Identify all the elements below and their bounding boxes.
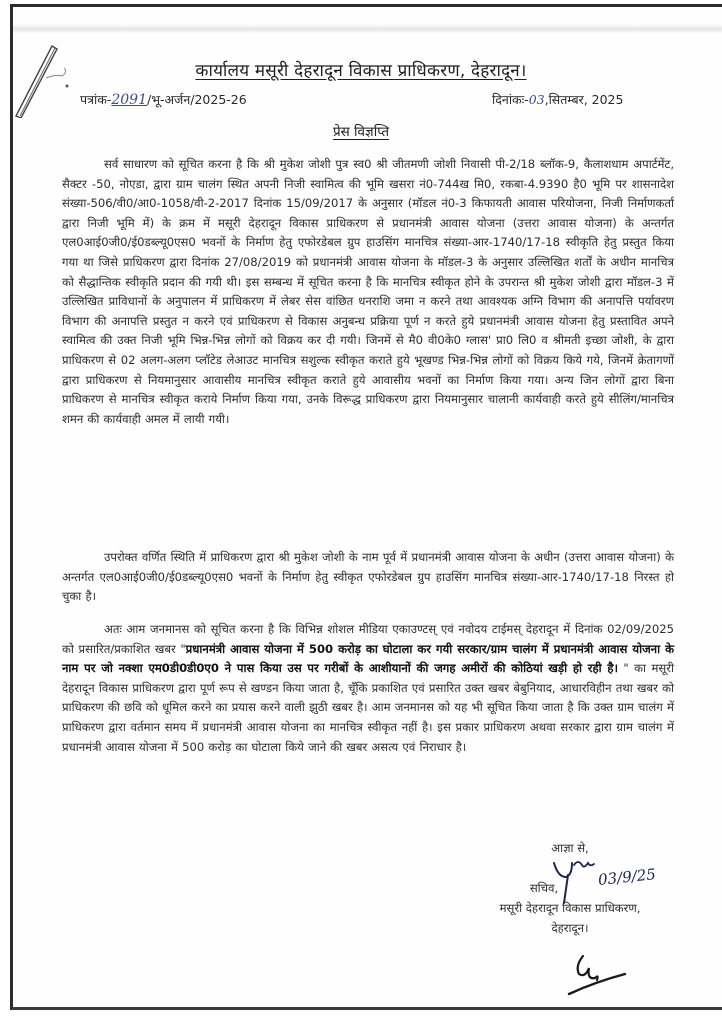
letter-date <box>492 91 623 108</box>
paragraph-3-intro: अतः आम जनमानस को सूचित करना है कि विभिन्न शोशल मीडिया एकाउण्टस् एवं नवोदय टाईमस् देहरादून में दिनांक 02/09/2025 को प्रसारित/प्रकाशित खबर " <box>62 622 674 656</box>
signature-handwritten-date: 03/9/25 <box>597 865 657 889</box>
date-prefix: दिनांकः- <box>492 92 529 107</box>
designation-text: सचिव, <box>529 881 559 895</box>
date-handwritten-day: 03 <box>528 92 545 107</box>
quoted-news-headline: प्रधानमंत्री आवास योजना में 500 करोड़ का घोटाला कर गयी सरकार/ग्राम चालंग में प्रधानमंत्री आवास योजना के नाम पर जो नक्शा एम0डी0डी0ए0 ने पास किया उस पर गरीबों के आशीयानों की जगह अमीरों की कोठियां खड़ी हो रही है। <box>62 641 674 676</box>
city-text: देहरादून। <box>551 921 589 935</box>
by-order-text: आज्ञा से, <box>551 841 589 855</box>
letter-ref-handwritten-number: 2091 <box>111 92 147 108</box>
paragraph-1 <box>62 155 674 429</box>
paragraph-3-rebuttal: " का मसूरी देहरादून विकास प्राधिकरण द्वारा पूर्ण रूप से खण्डन किया जाता है, चूँकि प्रकाशित एवं प्रसारित उक्त खबर बेबुनियाद, आधारविहीन तथा खबर को प्राधिकरण की छवि को धूमिल करने का प्रयास करने वाली झुठी खबर है। आम जनमानस को यह भी सूचित किया जाता है कि उक्त ग्राम चालंग में प्राधिकरण द्वारा वर्तमान समय में प्रधानमंत्री आवास योजना का मानचित्र स्वीकृत नहीं है। इस प्रकार प्राधिकरण अथवा सरकार द्वारा ग्राम चालंग में प्रधानमंत्री आवास योजना में 500 करोड़ का घोटाला किये जाने की खबर असत्य एवं निराधार है। <box>62 661 674 754</box>
paragraph-3-text <box>62 620 674 757</box>
press-release-title: प्रेस विज्ञप्ति <box>332 124 390 140</box>
organization-text: मसूरी देहरादून विकास प्राधिकरण, <box>499 901 641 915</box>
paragraph-3 <box>62 620 674 757</box>
letter-reference <box>80 91 247 108</box>
paper-fold-shadow <box>13 24 722 34</box>
office-heading: कार्यालय मसूरी देहरादून विकास प्राधिकरण, देहरादून। <box>195 61 527 81</box>
date-suffix: ,सितम्बर, 2025 <box>544 92 624 107</box>
initials-signature-icon <box>565 952 635 997</box>
letter-ref-suffix: /भू-अर्जन/2025-26 <box>147 92 247 107</box>
paragraph-2-text: उपरोक्त वर्णित स्थिति में प्राधिकरण द्वारा श्री मुकेश जोशी के नाम पूर्व में प्रधानमंत्री आवास योजना के अधीन (उत्तरा आवास योजना) के अन्तर्गत एल0आई0जी0/ई0डब्ल्यू0एस0 भवनों के निर्माण हेतु स्वीकृत एफोरडेबल ग्रुप हाउसिंग मानचित्र संख्या-आर-1740/17-18 निरस्त हो चुका है। <box>62 550 674 604</box>
paragraph-2 <box>62 548 674 607</box>
letter-ref-prefix: पत्रांक- <box>80 92 112 107</box>
paragraph-1-text: सर्व साधारण को सूचित करना है कि श्री मुकेश जोशी पुत्र स्व0 श्री जीतमणी जोशी निवासी पी-2/18 ब्लॉक-9, कैलाशधाम अपार्टमेंट, सैक्टर -50, नोएडा, द्वारा ग्राम चालंग स्थित अपनी निजी स्वामित्व की भूमि खसरा नं0-744ख मि0, रकबा-4.9390 है0 भूमि पर शासनादेश संख्या-506/वी0/आ0-1058/वी-2-2017 दिनांक 15/09/2017 के अनुसार (मॉडल नं0-3 किफायती आवास परियोजना, निजी निर्माणकर्ता द्वारा निजी भूमि में) के क्रम में मसूरी देहरादून विकास प्राधिकरण से प्रधानमंत्री आवास योजना (उत्तरा आवास योजना) के अन्तर्गत एल0आई0जी0/ई0डब्ल्यू0एस0 भवनों के निर्माण हेतु एफोरडेबल ग्रुप हाउसिंग मानचित्र संख्या-आर-1740/17-18 स्वीकृति हेतु प्रस्तुत किया गया था जिसे प्राधिकरण द्वारा दिनांक 27/08/2019 को प्रधानमंत्री आवास योजना के मॉडल-3 के अनुसार उल्लिखित शर्तों के अधीन मानचित्र को सैद्धान्तिक स्वीकृति प्रदान की गयी थी। इस सम्बन्ध में सूचित करना है कि मानचित्र स्वीकृत होने के उपरान्त श्री मुकेश जोशी द्वारा मॉडल-3 में उल्लिखित प्राविधानों के अनुपालन में प्राधिकरण में लेबर सेस वांछित धनराशि जमा न करने तथा आवश्यक अग्नि विभाग की अनापत्ति पर्यावरण विभाग की अनापत्ति प्रस्तुत न करने एवं प्राधिकरण से विकास अनुबन्ध प्रक्रिया पूर्ण न करते हुये प्रधानमंत्री आवास योजना हेतु प्रस्तावित अपने स्वामित्व की उक्त निजी भूमि भिन्न-भिन्न लोगों को विक्रय कर दी गयी। जिनमें से मै0 वी0के0 ग्लास' प्रा0 लि0 व श्रीमती इच्छा जोशी, के द्वारा प्राधिकरण से 02 अलग-अलग प्लॉटेड लेआउट मानचित्र सशुल्क स्वीकृत कराते हुये भूखण्ड भिन्न-भिन्न लोगों को विक्रय किये गये, जिनमें क्रेतागणों द्वारा प्राधिकरण से नियमानुसार आवासीय मानचित्र स्वीकृत कराते हुये आवासीय भवनों का निर्माण किया गया। अन्य जिन लोगों द्वारा बिना प्राधिकरण से मानचित्र स्वीकृत कराये निर्माण किया गया, उनके विरूद्ध प्राधिकरण द्वारा नियमानुसार चालानी कार्यवाही करते हुये सीलिंग/मानचित्र शमन की कार्यवाही अमल में लायी गयी। <box>62 157 674 426</box>
